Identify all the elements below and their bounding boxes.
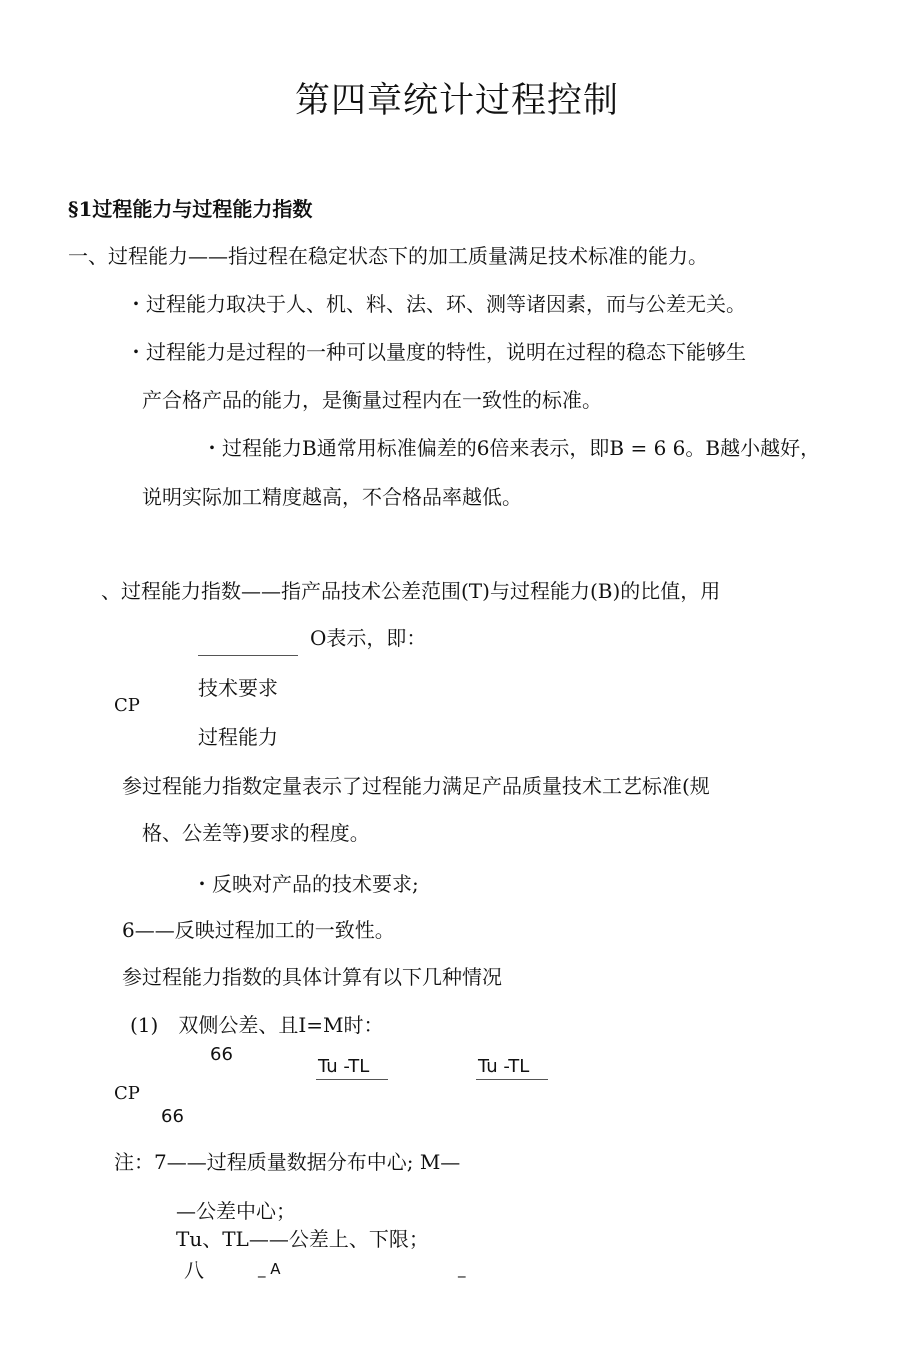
notes-tail-a: 八 (184, 1258, 204, 1282)
note-4: 参过程能力指数的具体计算有以下几种情况 (122, 965, 502, 989)
fraction-1-line (316, 1079, 388, 1080)
formula-denominator: 过程能力 (198, 725, 278, 749)
case-1-label: (1) 双侧公差、且I=M时： (130, 1013, 384, 1037)
chapter-title: 第四章统计过程控制 (295, 81, 620, 121)
formula-numerator: 技术要求 (198, 676, 278, 700)
case-1-top-value: 66 (210, 1044, 233, 1065)
case-1-bottom-value: 66 (161, 1106, 184, 1127)
note-1-line-1: 参过程能力指数定量表示了过程能力满足产品质量技术工艺标准(规 (122, 774, 710, 798)
case-1-fraction-2: Tu -TL (478, 1056, 530, 1077)
section-heading: §1过程能力与过程能力指数 (68, 197, 313, 221)
notes-line-1: 注：7——过程质量数据分布中心; M— (114, 1150, 461, 1174)
part1-bullet-3-line-2: 说明实际加工精度越高，不合格品率越低。 (142, 485, 522, 509)
note-2: ・反映对产品的技术要求; (192, 872, 419, 896)
part2-blank-tail: O表示，即： (310, 626, 427, 650)
part1-heading: 一、过程能力——指过程在稳定状态下的加工质量满足技术标准的能力。 (68, 244, 708, 268)
note-1-line-2: 格、公差等)要求的程度。 (142, 821, 370, 845)
fraction-2-line (476, 1079, 548, 1080)
note-3: 6——反映过程加工的一致性。 (122, 918, 395, 942)
notes-line-3: Tu、TL——公差上、下限； (176, 1227, 429, 1251)
notes-tail-b: _ A (258, 1260, 281, 1278)
case-1-cp: CP (114, 1083, 140, 1104)
part1-bullet-2-line-1: ・过程能力是过程的一种可以量度的特性，说明在过程的稳态下能够生 (126, 340, 746, 364)
part2-heading: 、过程能力指数——指产品技术公差范围(T)与过程能力(B)的比值，用 (101, 579, 721, 603)
part1-bullet-3-line-1: ・过程能力B通常用标准偏差的6倍来表示，即B = 6 6。B越小越好， (202, 436, 821, 460)
part1-bullet-1: ・过程能力取决于人、机、料、法、环、测等诸因素，而与公差无关。 (126, 292, 746, 316)
case-1-fraction-1: Tu -TL (318, 1056, 370, 1077)
notes-tail-c: _ (458, 1260, 466, 1278)
formula-cp: CP (114, 695, 140, 716)
part1-bullet-2-line-2: 产合格产品的能力，是衡量过程内在一致性的标准。 (142, 388, 602, 412)
blank-underline (198, 655, 298, 656)
notes-line-2: —公差中心； (176, 1199, 296, 1223)
